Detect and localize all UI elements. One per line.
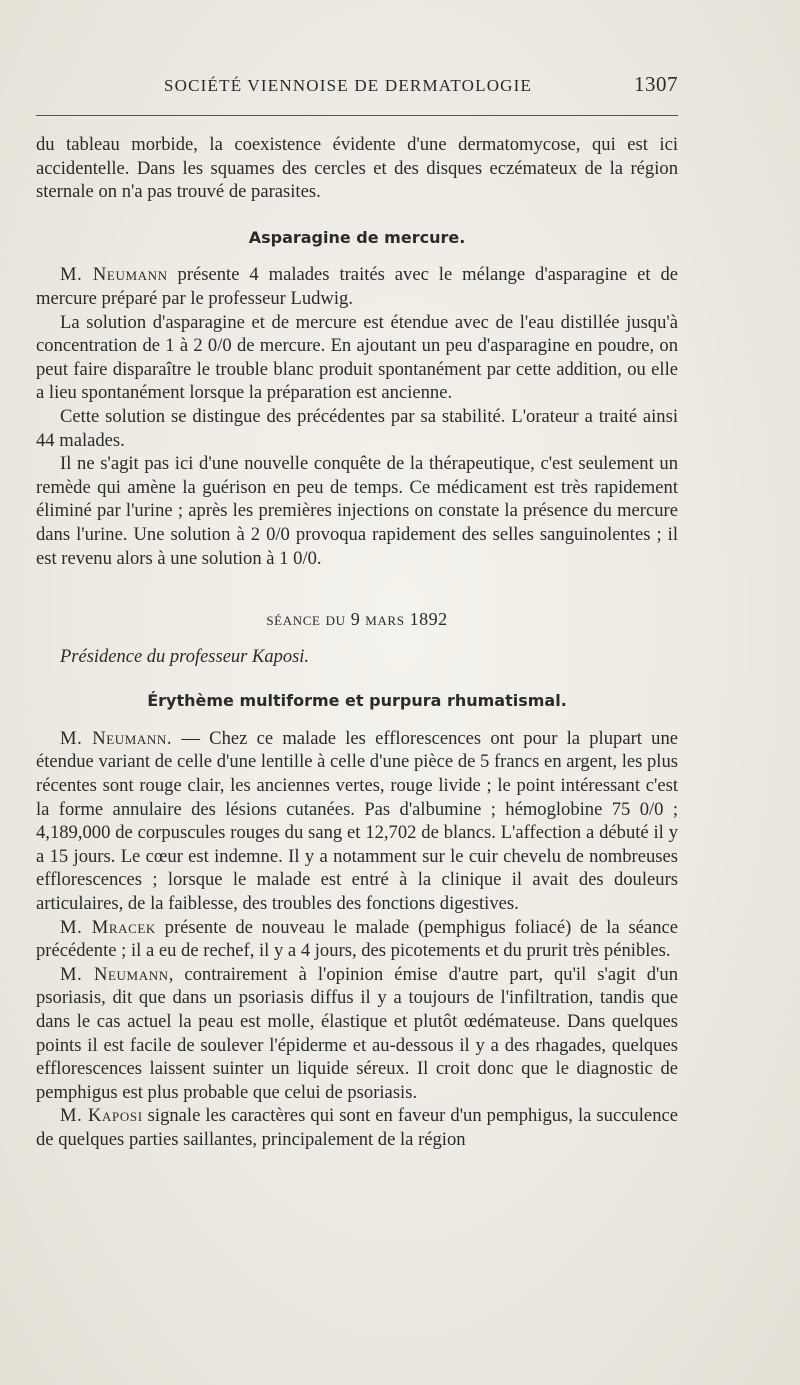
- paragraph-therapeutics: Il ne s'agit pas ici d'une nouvelle conquête de la thérapeutique, c'est seulement un remède qui amène la guérison en peu de temps. Ce médicament est très rapidement éliminé par l'urine ; après les premières injections on constate la présence du mercure dans l'urine. Une solution à 2 0/0 provoqua rapidement des selles sanguinolentes ; il est revenu alors à une solution à 1 0/0.: [36, 453, 678, 569]
- speaker-name: M. Kaposi: [60, 1105, 143, 1127]
- speaker-name: M. Neumann: [60, 963, 169, 985]
- speaker-name: M. Neumann: [60, 264, 168, 286]
- presidence-line: Présidence du professeur Kaposi.: [60, 646, 310, 667]
- session-date: [36, 608, 678, 632]
- session-label: séance du: [266, 609, 351, 630]
- paragraph-neumann-erytheme: [36, 727, 678, 916]
- paragraph-solution: La solution d'asparagine et de mercure est étendue avec de l'eau distillée jusqu'à concentration de 1 à 2 0/0 de mercure. En ajoutant un peu d'asparagine en poudre, on peut faire disparaître le trouble blanc produit spontanément par cette addition, ou elle a lieu spontanément lorsque la préparation est ancienne.: [36, 311, 678, 404]
- paragraph-stability: Cette solution se distingue des précédentes par sa stabilité. L'orateur a traité ainsi 44 malades.: [36, 405, 678, 451]
- running-title: SOCIÉTÉ VIENNOISE DE DERMATOLOGIE: [164, 76, 533, 95]
- section-heading-asparagine: Asparagine de mercure.: [248, 227, 466, 247]
- body-text: [36, 133, 678, 1152]
- page-number: 1307: [634, 72, 678, 96]
- paragraph-text: signale les caractères qui sont en faveur d'un pemphigus, la succulence de quelques parties saillantes, principalement de la région: [36, 1105, 678, 1150]
- paragraph-continuation: du tableau morbide, la coexistence évidente d'une dermatomycose, qui est ici accidentelle. Dans les squames des cercles et des disques eczémateux de la région sternale on n'a pas trouvé de parasites.: [36, 134, 678, 203]
- session-year: 1892: [409, 609, 448, 630]
- header-rule: [36, 115, 678, 116]
- paragraph-kaposi: [36, 1104, 678, 1151]
- session-day: 9: [350, 609, 361, 630]
- speaker-name: M. Neumann.: [60, 727, 173, 749]
- paragraph-text: présente de nouveau le malade (pemphigus foliacé) de la séance précédente ; il a eu de rechef, il y a 4 jours, des picotements et du prurit très pénibles.: [36, 916, 678, 962]
- paragraph-text: , contrairement à l'opinion émise d'autre part, qu'il s'agit d'un psoriasis, dit que dans un psoriasis diffus il y a toujours de l'infiltration, tandis que dans le cas actuel la peau est molle, élastique et plutôt œdémateuse. Dans quelques points il est facile de soulever l'épiderme et au-dessous il y a des rhagades, quelques efflorescences laissent suinter un liquide séreux. Il croit donc que le diagnostic de pemphigus est plus probable que celui de psoriasis.: [36, 963, 678, 1103]
- paragraph-text: — Chez ce malade les efflorescences ont pour la plupart une étendue variant de celle d'une lentille à celle d'une pièce de 5 francs en argent, les plus récentes sont rouge clair, les anciennes vertes, rouge livide ; le point intéressant c'est la forme annulaire des lésions cutanées. Pas d'albumine ; hémoglobine 75 0/0 ; 4,189,000 de corpuscules rouges du sang et 12,702 de blancs. L'affection a débuté il y a 15 jours. Le cœur est indemne. Il y a notamment sur le cuir chevelu de nombreuses efflorescences ; lorsque le malade est entré à la clinique il avait des douleurs articulaires, de la faiblesse, des troubles des fonctions digestives.: [36, 727, 678, 915]
- paragraph-text: présente 4 malades traités avec le mélange d'asparagine et de mercure préparé par le professeur Ludwig.: [36, 264, 678, 309]
- session-month: mars: [360, 609, 410, 630]
- speaker-name: M. Mracek: [60, 916, 156, 938]
- page-header: [36, 72, 678, 98]
- paragraph-mracek: [36, 916, 678, 963]
- paragraph-neumann-asparagine: [36, 263, 678, 310]
- section-heading-erytheme: Érythème multiforme et purpura rhumatismal.: [147, 691, 567, 711]
- paragraph-neumann-psoriasis: [36, 963, 678, 1105]
